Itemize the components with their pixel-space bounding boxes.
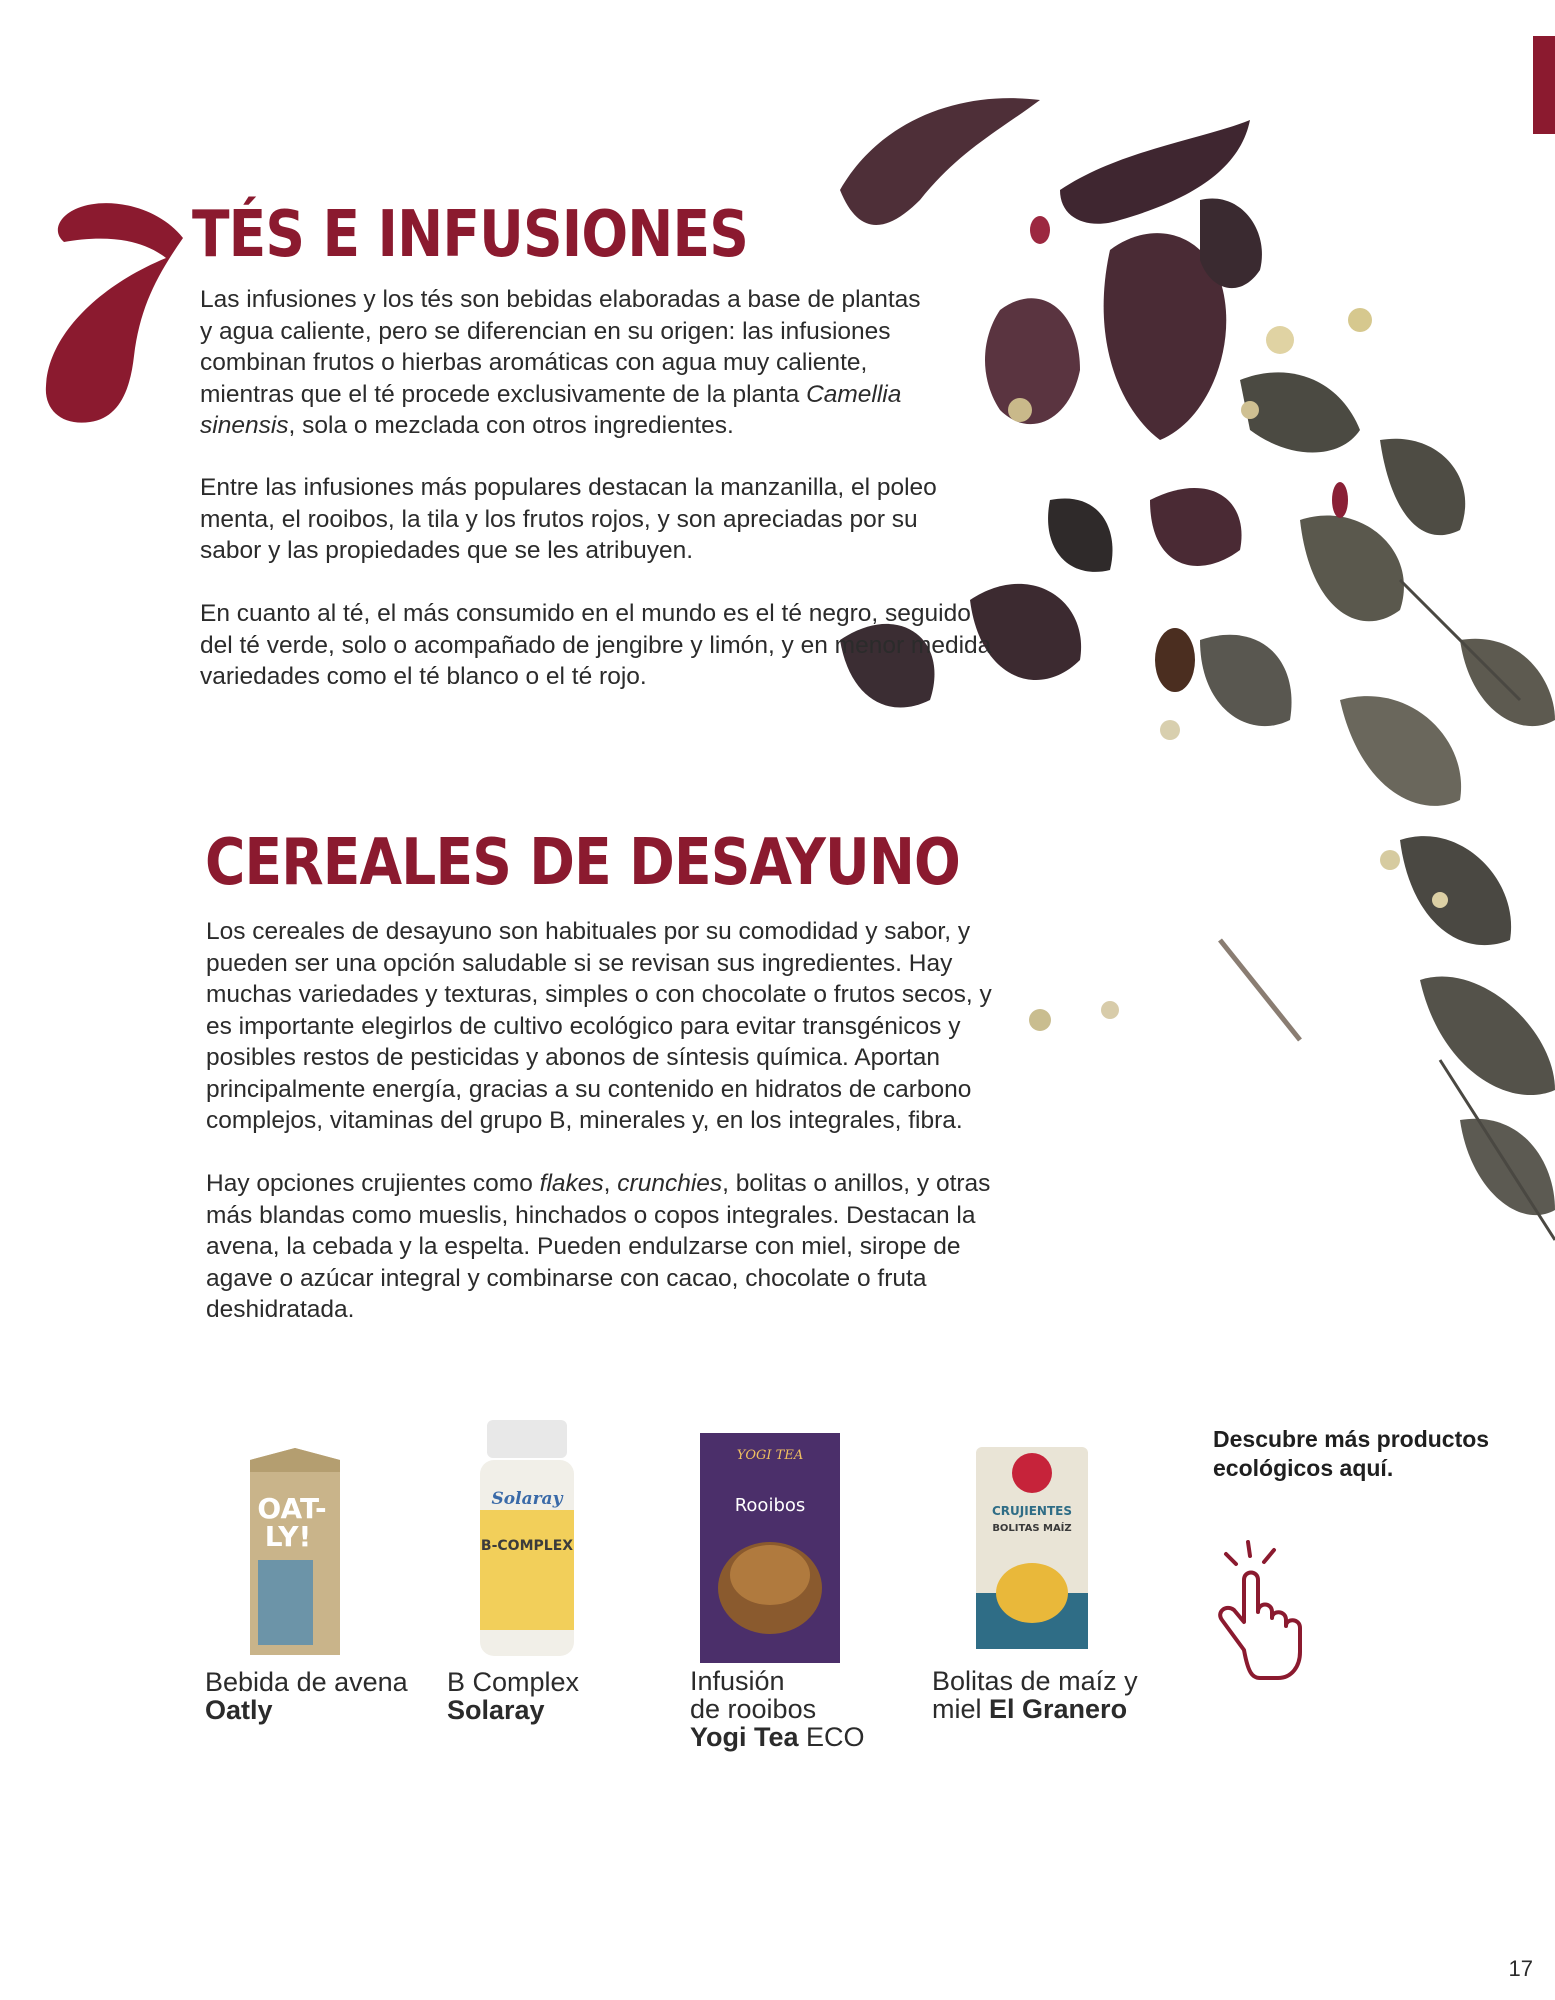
teas-paragraph-3: En cuanto al té, el más consumido en el mundo es el té negro, seguido del té verde, solo o acompañado de jengibre y limón, y en menor medida variedades como el té blanco o el té rojo. (200, 600, 992, 690)
solaray-bottle-image (472, 1420, 582, 1660)
discover-more-link[interactable]: Descubre más productos ecológicos aquí. (1213, 1426, 1490, 1481)
page-number: 17 (1508, 1956, 1533, 1981)
teas-paragraph-1: Las infusiones y los tés son bebidas elaboradas a base de plantas y agua caliente, pero se diferencian en su origen: las infusiones combinan frutos o hierbas aromáticas con agua muy caliente, mientras que el té procede exclusivamente de la planta Camellia sinensis, sola o mezclada con otros ingredientes. (200, 286, 921, 439)
svg-text:LY!: LY! (264, 1520, 312, 1553)
yogi-tea-box-image (700, 1433, 840, 1663)
cereals-paragraph-2: Hay opciones crujientes como flakes, crunchies, bolitas o anillos, y otras más blandas como mueslis, hinchados o copos integrales. Destacan la avena, la cebada y la espelta. Pueden endulzarse con miel, sirope de agave o azúcar integral y combinarse con cacao, chocolate o fruta deshidratada. (206, 1170, 991, 1323)
section-title-teas: TÉS E INFUSIONES (192, 198, 748, 272)
product-label: B Complex Solaray (447, 1667, 580, 1725)
section-title-cereals: CEREALES DE DESAYUNO (205, 826, 960, 900)
teas-paragraph-2: Entre las infusiones más populares destacan la manzanilla, el poleo menta, el rooibos, la tila y los frutos rojos, y son apreciadas por su sabor y las propiedades que se les atribuyen. (200, 474, 937, 564)
svg-text:BOLITAS MAÍZ: BOLITAS MAÍZ (992, 1523, 1072, 1534)
cereals-paragraph-1: Los cereales de desayuno son habituales por su comodidad y sabor, y pueden ser una opción saludable si se revisan sus ingredientes. Hay muchas variedades y texturas, simples o con chocolate o frutos secos, y es importante elegirlos de cultivo ecológico para evitar transgénicos y posibles restos de pesticidas y abonos de síntesis química. Aportan principalmente energía, gracias a su contenido en hidratos de carbono complejos, vitaminas del grupo B, minerales y, en los integrales, fibra. (206, 918, 992, 1134)
drop-logo-icon (38, 196, 188, 426)
svg-text:CRUJIENTES: CRUJIENTES (992, 1504, 1072, 1518)
svg-text:Rooibos: Rooibos (734, 1495, 806, 1516)
product-solaray[interactable] (447, 1420, 677, 1740)
svg-text:OAT-: OAT- (257, 1492, 327, 1525)
svg-text:B-COMPLEX: B-COMPLEX (480, 1538, 574, 1554)
el-granero-bag-image (972, 1443, 1092, 1653)
svg-text:YOGI TEA: YOGI TEA (736, 1448, 804, 1463)
product-el-granero[interactable] (932, 1443, 1192, 1743)
product-label: Infusión de rooibos Yogi Tea ECO (690, 1666, 865, 1752)
product-label: Bebida de avena Oatly (205, 1667, 408, 1725)
product-yogi-tea[interactable] (690, 1433, 930, 1763)
dried-herbs-illustration (820, 80, 1555, 1340)
tap-hand-icon[interactable] (1212, 1540, 1312, 1690)
product-oatly[interactable] (205, 1440, 435, 1740)
product-label: Bolitas de maíz y miel El Granero (932, 1666, 1138, 1724)
oatly-carton-image (240, 1440, 350, 1660)
svg-text:Solaray: Solaray (491, 1489, 563, 1509)
